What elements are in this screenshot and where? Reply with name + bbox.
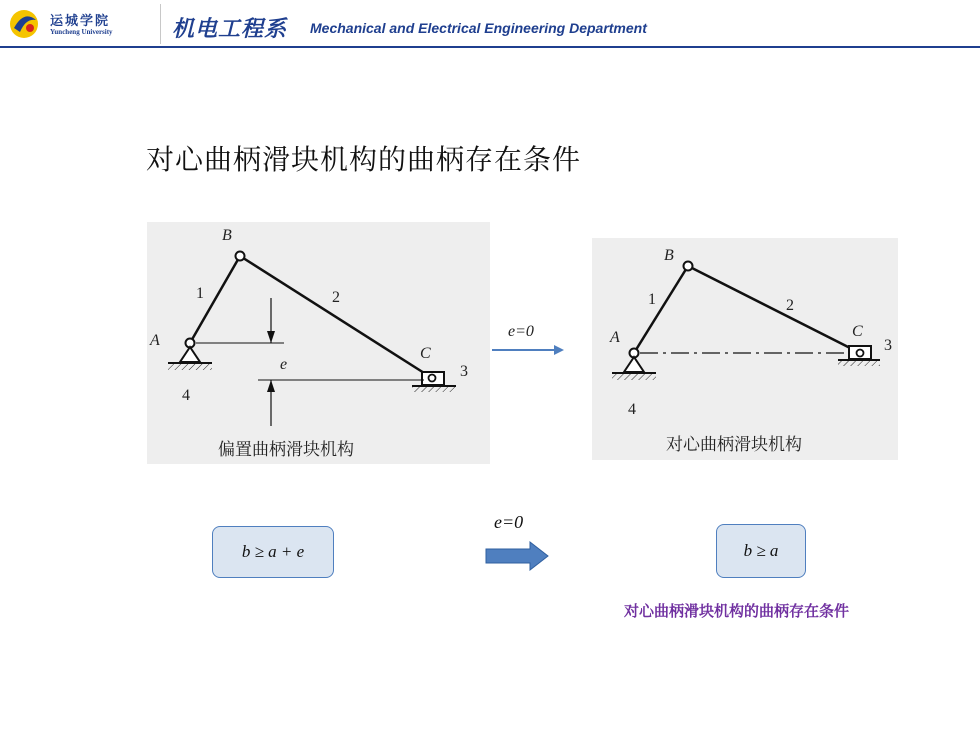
formula-centric-text: b ≥ a [743, 541, 779, 560]
label-link-4-right: 4 [628, 401, 636, 418]
department-chinese: 机电工程系 [172, 17, 288, 42]
logo-chinese-name: 运城学院 [50, 14, 111, 29]
label-b-left: B [222, 227, 232, 244]
label-a-left: A [150, 332, 160, 349]
label-c-left: C [420, 345, 431, 362]
joint-b-right [684, 262, 693, 271]
slide-title: 对心曲柄滑块机构的曲柄存在条件 [146, 143, 582, 176]
offset-mechanism-figure [147, 222, 490, 464]
label-link-3-right: 3 [884, 337, 892, 354]
thin-arrow-head-icon [554, 345, 564, 355]
logo-english-name: Yuncheng University [50, 28, 113, 36]
label-link-1-right: 1 [648, 291, 656, 308]
label-link-4-left: 4 [182, 387, 190, 404]
label-link-3-left: 3 [460, 363, 468, 380]
caption-centric-mechanism: 对心曲柄滑块机构 [666, 435, 802, 455]
department-english: Mechanical and Electrical Engineering Department [310, 20, 647, 36]
label-b-right: B [664, 247, 674, 264]
label-c-right: C [852, 323, 863, 340]
transition-arrow-bottom [486, 542, 548, 570]
label-a-right: A [610, 329, 620, 346]
transition-arrow-top [492, 323, 564, 355]
transition-label-top: e=0 [508, 323, 534, 340]
formula-offset-condition [212, 526, 334, 578]
label-link-2-left: 2 [332, 289, 340, 306]
formula-offset-text: b ≥ a + e [241, 542, 305, 561]
joint-b [236, 252, 245, 261]
centric-mechanism-figure [592, 238, 898, 460]
label-offset-e: e [280, 356, 288, 373]
formula-centric-condition [716, 524, 806, 578]
label-link-2-right: 2 [786, 297, 794, 314]
transition-label-bottom [494, 512, 523, 533]
transition-label-bottom-text: e=0 [494, 512, 524, 532]
label-link-1-left: 1 [196, 285, 204, 302]
conclusion-text: 对心曲柄滑块机构的曲柄存在条件 [624, 602, 850, 620]
caption-offset-mechanism: 偏置曲柄滑块机构 [218, 440, 354, 460]
block-arrow-icon [486, 542, 548, 570]
